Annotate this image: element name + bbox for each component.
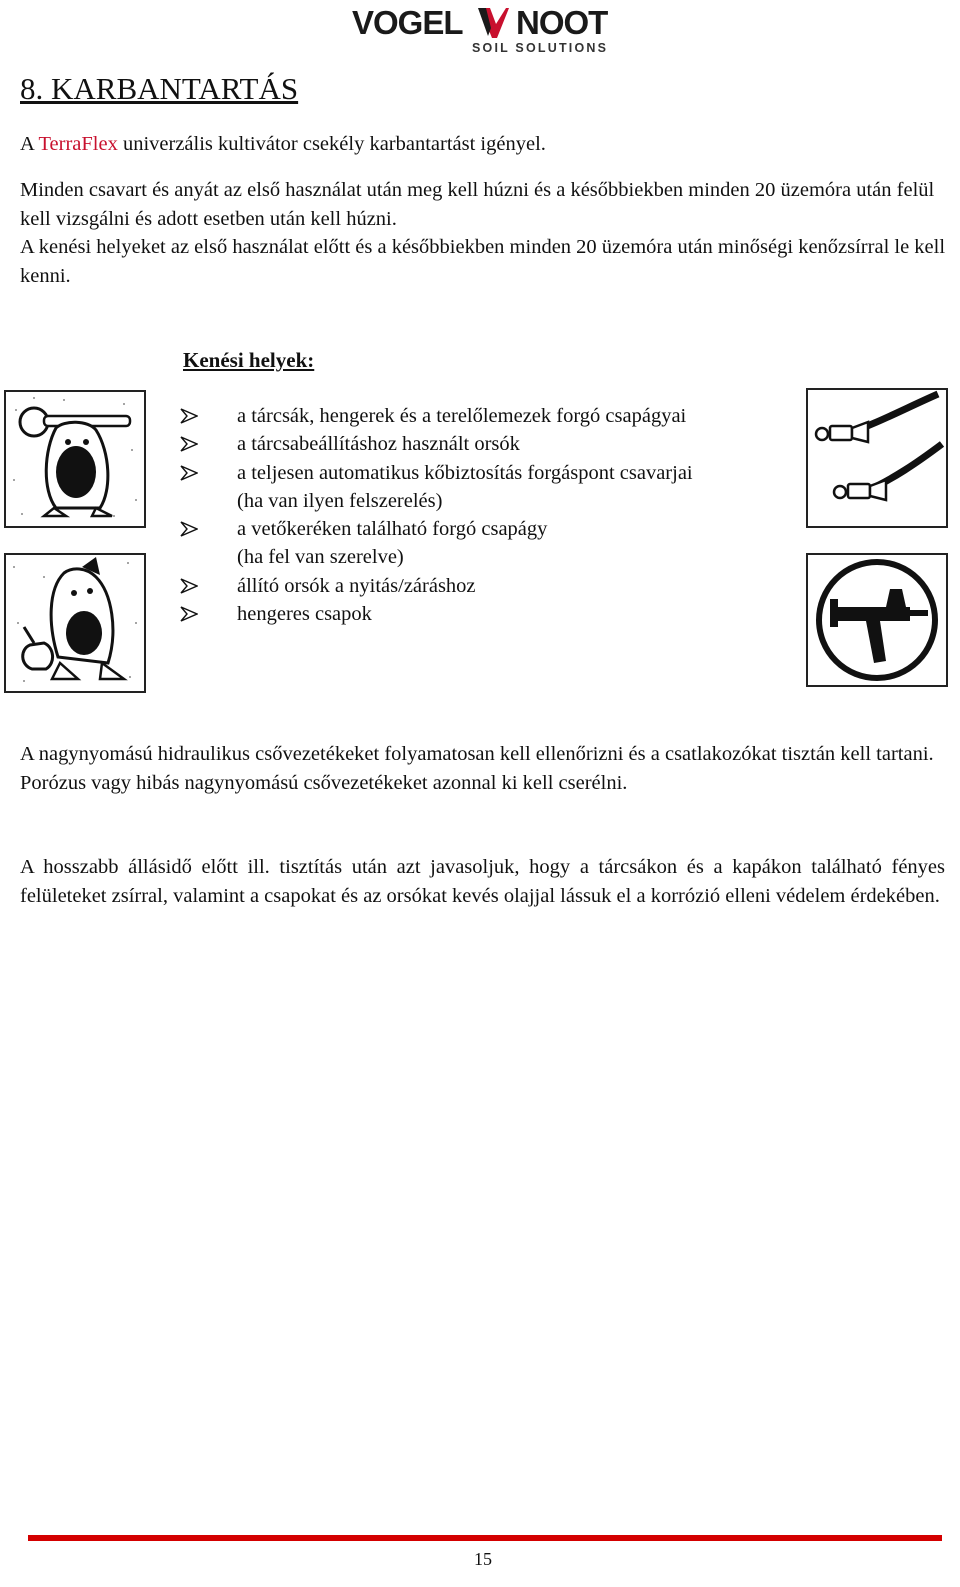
list-item-text: a tárcsabeállításhoz használt orsók <box>237 433 520 456</box>
list-item-text: a tárcsák, hengerek és a terelőlemezek forgó csapágyai <box>237 405 687 427</box>
logo-tagline: SOIL SOLUTIONS <box>472 41 609 55</box>
bolts-paragraph: Minden csavart és anyát az első használat után meg kell húzni és a későbbiekben minden 20 üzemóra után felül kell vizsgálni és adott esetben után kell húzni. <box>20 179 935 230</box>
list-item <box>180 459 790 516</box>
logo-word-right: NOOT <box>516 4 608 41</box>
list-item-text: a vetőkeréken található forgó csapágy <box>237 518 548 541</box>
hydraulic-check-text: A nagynyomású hidraulikus csővezetékeket folyamatosan kell ellenőrizni és a csatlakozókat tisztán kell tartani. <box>20 743 934 765</box>
list-item <box>180 600 790 628</box>
arrow-bullet-icon <box>180 606 198 622</box>
logo-mark-icon <box>476 6 510 40</box>
grease-paragraph: A kenési helyeket az első használat előtt és a későbbiekben minden 20 üzemóra után minőségi kenőzsírral le kell kenni. <box>20 236 946 287</box>
grease-nipple-illustration <box>806 388 948 528</box>
hydraulic-replace-text: Porózus vagy hibás nagynyomású csővezetékeket azonnal ki kell cserélni. <box>20 771 628 794</box>
footer-rule <box>28 1535 942 1541</box>
list-item <box>180 430 790 458</box>
arrow-bullet-icon <box>180 436 198 452</box>
mole-wrench-illustration <box>4 390 146 528</box>
hydraulic-paragraph <box>20 740 948 797</box>
storage-paragraph: A hosszabb állásidő előtt ill. tisztítás után azt javasoljuk, hogy a tárcsákon és a kapákon található fényes felületeket zsírral, valamint a csapokat és az orsókat kevés olajjal lássuk el a korrózió elleni védelem érdekében. <box>20 856 945 907</box>
list-item-note: (ha van ilyen felszerelés) <box>237 489 443 512</box>
arrow-bullet-icon <box>180 578 198 594</box>
brand-logo <box>352 4 620 56</box>
list-item-text: állító orsók a nyitás/záráshoz <box>237 574 476 597</box>
list-item <box>180 402 790 430</box>
list-item-text: hengeres csapok <box>237 603 372 626</box>
brand-name: TerraFlex <box>38 133 118 155</box>
list-item-note: (ha fel van szerelve) <box>237 546 404 569</box>
list-item <box>180 572 790 600</box>
section-title: 8. KARBANTARTÁS <box>20 71 299 106</box>
intro-paragraph <box>20 130 940 159</box>
page-number: 15 <box>474 1549 492 1569</box>
arrow-bullet-icon <box>180 465 198 481</box>
intro-prefix: A <box>20 133 39 155</box>
arrow-bullet-icon <box>180 408 198 424</box>
mole-oilcan-illustration <box>4 553 146 693</box>
arrow-bullet-icon <box>180 521 198 537</box>
lubrication-heading: Kenési helyek: <box>183 348 315 372</box>
intro-suffix: univerzális kultivátor csekély karbantartást igényel. <box>117 133 546 155</box>
logo-word-left: VOGEL <box>352 4 463 41</box>
grease-gun-sign-illustration <box>806 553 948 687</box>
lubrication-list <box>180 402 790 628</box>
list-item <box>180 515 790 572</box>
list-item-text: a teljesen automatikus kőbiztosítás forgáspont csavarjai <box>237 461 693 484</box>
